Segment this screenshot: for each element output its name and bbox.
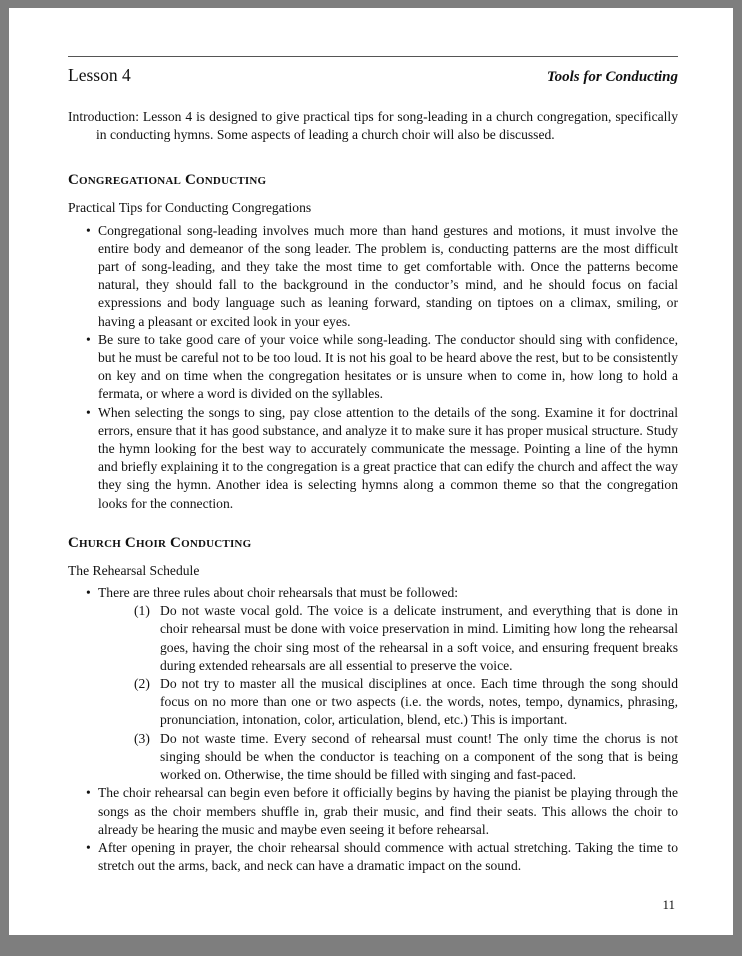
- numbered-item: [134, 730, 678, 785]
- section-heading: Church Choir Conducting: [68, 534, 252, 551]
- numbered-item-label: (3): [134, 730, 150, 746]
- bullet-item: [86, 222, 678, 331]
- bullet-marker: •: [86, 839, 91, 855]
- bullet-item: [86, 839, 678, 875]
- numbered-item-label: (1): [134, 603, 150, 619]
- numbered-item: [134, 602, 678, 675]
- section-church-choir-conducting: [68, 535, 678, 875]
- bullet-item: [86, 584, 678, 602]
- lesson-title: Lesson 4: [68, 65, 131, 85]
- bullet-item: [86, 784, 678, 839]
- bullet-item: [86, 404, 678, 513]
- bullet-marker: •: [86, 785, 91, 801]
- header-rule: [68, 56, 678, 57]
- bullet-text: There are three rules about choir rehearsals that must be followed:: [98, 585, 459, 601]
- intro-paragraph: Introduction: Lesson 4 is designed to give practical tips for song-leading in a church congregation, specifically in conducting hymns. Some aspects of leading a church choir will also be discussed.: [68, 109, 678, 143]
- bullet-marker: •: [86, 404, 91, 420]
- page-header: [68, 65, 678, 86]
- bullet-text: When selecting the songs to sing, pay close attention to the details of the song. Examine it for doctrinal errors, ensure that it has good substance, and analyze it to make sure it has proper musical structure. Study the hymn looking for the best way to accurately communicate the message. Pointing a line of the hymn and briefly explaining it to the congregation is a great practice that can edify the church and affect the way they sing the hymn. Another idea is selecting hymns along a common theme so that the congregation looks for the connection.: [98, 404, 678, 511]
- section-subheading: The Rehearsal Schedule: [68, 562, 200, 578]
- section-congregational-conducting: [68, 172, 678, 512]
- numbered-item-text: Do not waste time. Every second of rehearsal must count! The only time the chorus is not singing should be when the conductor is teaching on a component of the song that is being worked on. Otherwise, the time should be filled with singing and fast-paced.: [160, 730, 678, 783]
- bullet-item: [86, 331, 678, 404]
- bullet-text: Be sure to take good care of your voice while song-leading. The conductor should sing with confidence, but he must be careful not to be too loud. It is not his goal to be heard above the rest, but to be consistently on key and on time when the congregation hesitates or is unsure when to come in, how long to hold a fermata, or where a word is divided on the syllables.: [98, 331, 678, 402]
- section-heading: Congregational Conducting: [68, 172, 267, 189]
- lesson-subtitle: Tools for Conducting: [546, 69, 678, 85]
- numbered-item-text: Do not try to master all the musical disciplines at once. Each time through the song should focus on no more than one or two aspects (i.e. the words, notes, tempo, dynamics, phrasing, pronunciation, intonation, color, articulation, blend, etc.) This is important.: [160, 676, 678, 728]
- numbered-item-text: Do not waste vocal gold. The voice is a delicate instrument, and everything that is done in choir rehearsal must be done with voice preservation in mind. Limiting how long the rehearsal goes, having the choir sing most of the rehearsal in a soft voice, and ensuring frequent breaks during extended rehearsals are all essential to preserve the voice.: [160, 603, 678, 673]
- document-page: [9, 8, 733, 935]
- bullet-text: After opening in prayer, the choir rehearsal should commence with actual stretching. Taking the time to stretch out the arms, back, and neck can have a dramatic impact on the sound.: [98, 839, 678, 874]
- bullet-text: Congregational song-leading involves much more than hand gestures and motions, it must involve the entire body and demeanor of the song leader. The problem is, conducting patterns are the most difficult part of song-leading, and they take the most time to get comfortable with. Once the patterns become natural, they should fall to the background in the conductor’s mind, and he should focus on facial expressions and body language such as leaning forward, standing on tiptoes on a climax, smiling, or having a pleasant or excited look in your eyes.: [98, 222, 678, 329]
- numbered-item-label: (2): [134, 676, 150, 692]
- numbered-item: [134, 675, 678, 730]
- bullet-marker: •: [86, 222, 91, 238]
- page-number: 11: [662, 897, 675, 912]
- bullet-text: The choir rehearsal can begin even before it officially begins by having the pianist be playing through the songs as the choir members shuffle in, grab their music, and find their seats. This allows the choir to already be hearing the music and maybe even seeing it before rehearsal.: [98, 785, 678, 837]
- section-subheading: Practical Tips for Conducting Congregations: [68, 200, 312, 216]
- bullet-marker: •: [86, 585, 91, 601]
- bullet-marker: •: [86, 331, 91, 347]
